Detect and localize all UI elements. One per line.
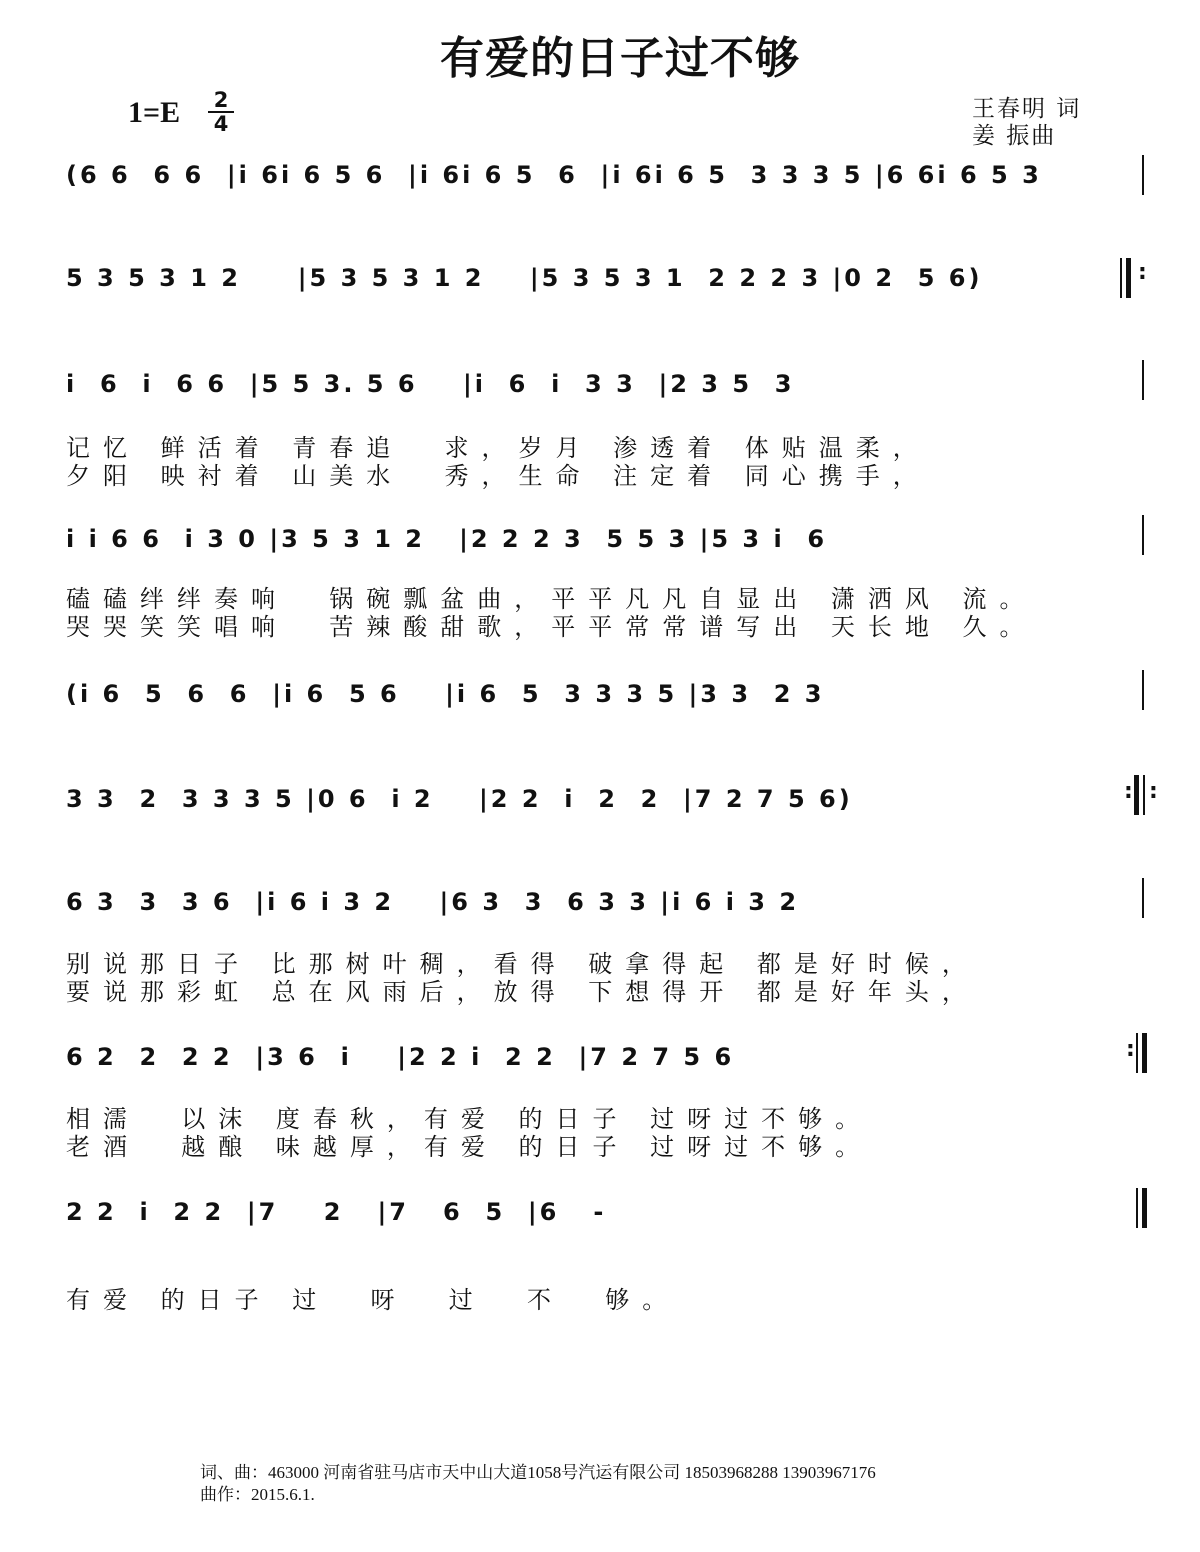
repeat-barline-thick [1134, 775, 1139, 815]
notes-line: 6 2 2 2 2 |3 6 i |2 2 i 2 2 |7 2 7 5 6 [66, 1043, 735, 1071]
barline [1142, 515, 1144, 555]
barline [1142, 670, 1144, 710]
final-barline-thick [1142, 1188, 1147, 1228]
repeat-dots: : [1138, 260, 1147, 285]
music-system-4 [0, 515, 1200, 641]
notes-line: 3 3 2 3 3 3 5 |0 6 i 2 |2 2 i 2 2 |7 2 7 5 6) [66, 785, 853, 813]
lyrics-verse-2: 老酒 越酿 味越厚，有爱 的日子 过呀过不够。 [66, 1133, 873, 1161]
footer-contact: 词、曲：463000 河南省驻马店市天中山大道1058号汽运有限公司 18503968288 13903967176 [200, 1463, 876, 1482]
repeat-barline-thin [1120, 258, 1122, 298]
time-top: 2 [213, 88, 229, 112]
repeat-barline-thick [1142, 1033, 1147, 1073]
music-system-5 [0, 670, 1200, 750]
repeat-barline-thick [1126, 258, 1131, 298]
lyrics-verse-1: 磕磕绊绊奏响 锅碗瓢盆曲，平平凡凡自显出 潇洒风 流。 [66, 585, 1037, 613]
music-system-8 [0, 1033, 1200, 1161]
lyricist-credit: 王春明 词 [972, 96, 1082, 122]
notes-line: 5 3 5 3 1 2 |5 3 5 3 1 2 |5 3 5 3 1 2 2 2 3 |0 2 5 6) [66, 264, 983, 292]
music-system-2 [0, 258, 1200, 338]
repeat-barline-thin [1143, 775, 1145, 815]
lyrics-verse-1: 别说那日子 比那树叶稠，看得 破拿得起 都是好时候， [66, 950, 979, 978]
lyrics-verse-1: 有爱 的日子 过 呀 过 不 够。 [66, 1286, 680, 1314]
notes-line: 2 2 i 2 2 |7 2 |7 6 5 |6 - [66, 1198, 607, 1226]
lyrics-verse-2: 要说那彩虹 总在风雨后，放得 下想得开 都是好年头， [66, 978, 979, 1006]
final-barline-thin [1136, 1188, 1138, 1228]
song-title: 有爱的日子过不够 [440, 33, 800, 84]
music-system-1 [0, 155, 1200, 235]
music-system-7 [0, 878, 1200, 1006]
barline [1142, 360, 1144, 400]
repeat-dots-right: : [1149, 779, 1158, 804]
footer-date: 曲作：2015.6.1. [200, 1485, 315, 1504]
key-signature: 1=E [128, 96, 181, 129]
repeat-barline-thin [1136, 1033, 1138, 1073]
time-signature [208, 90, 234, 134]
composer-credit: 姜 振曲 [972, 123, 1057, 149]
music-system-9 [0, 1188, 1200, 1314]
barline [1142, 155, 1144, 195]
lyrics-verse-2: 哭哭笑笑唱响 苦辣酸甜歌，平平常常谱写出 天长地 久。 [66, 613, 1037, 641]
lyrics-verse-1: 记忆 鲜活着 青春追 求，岁月 渗透着 体贴温柔， [66, 434, 930, 462]
notes-line: i i 6 6 i 3 0 |3 5 3 1 2 |2 2 2 3 5 5 3 |5 3 i 6 [66, 525, 828, 553]
music-system-3 [0, 360, 1200, 490]
notes-line: (6 6 6 6 |i 6i 6 5 6 |i 6i 6 5 6 |i 6i 6 5 3 3 3 5 |6 6i 6 5 3 [66, 161, 1042, 189]
notes-line: (i 6 5 6 6 |i 6 5 6 |i 6 5 3 3 3 5 |3 3 2 3 [66, 680, 825, 708]
repeat-dots: : [1126, 1037, 1135, 1062]
repeat-dots-left: : [1124, 779, 1133, 804]
lyrics-verse-2: 夕阳 映衬着 山美水 秀，生命 注定着 同心携手， [66, 462, 930, 490]
time-bottom: 4 [213, 112, 229, 136]
notes-line: 6 3 3 3 6 |i 6 i 3 2 |6 3 3 6 3 3 |i 6 i 3 2 [66, 888, 800, 916]
lyrics-verse-1: 相濡 以沫 度春秋，有爱 的日子 过呀过不够。 [66, 1105, 873, 1133]
barline [1142, 878, 1144, 918]
notes-line: i 6 i 6 6 |5 5 3. 5 6 |i 6 i 3 3 |2 3 5 3 [66, 370, 795, 398]
music-system-6 [0, 775, 1200, 855]
